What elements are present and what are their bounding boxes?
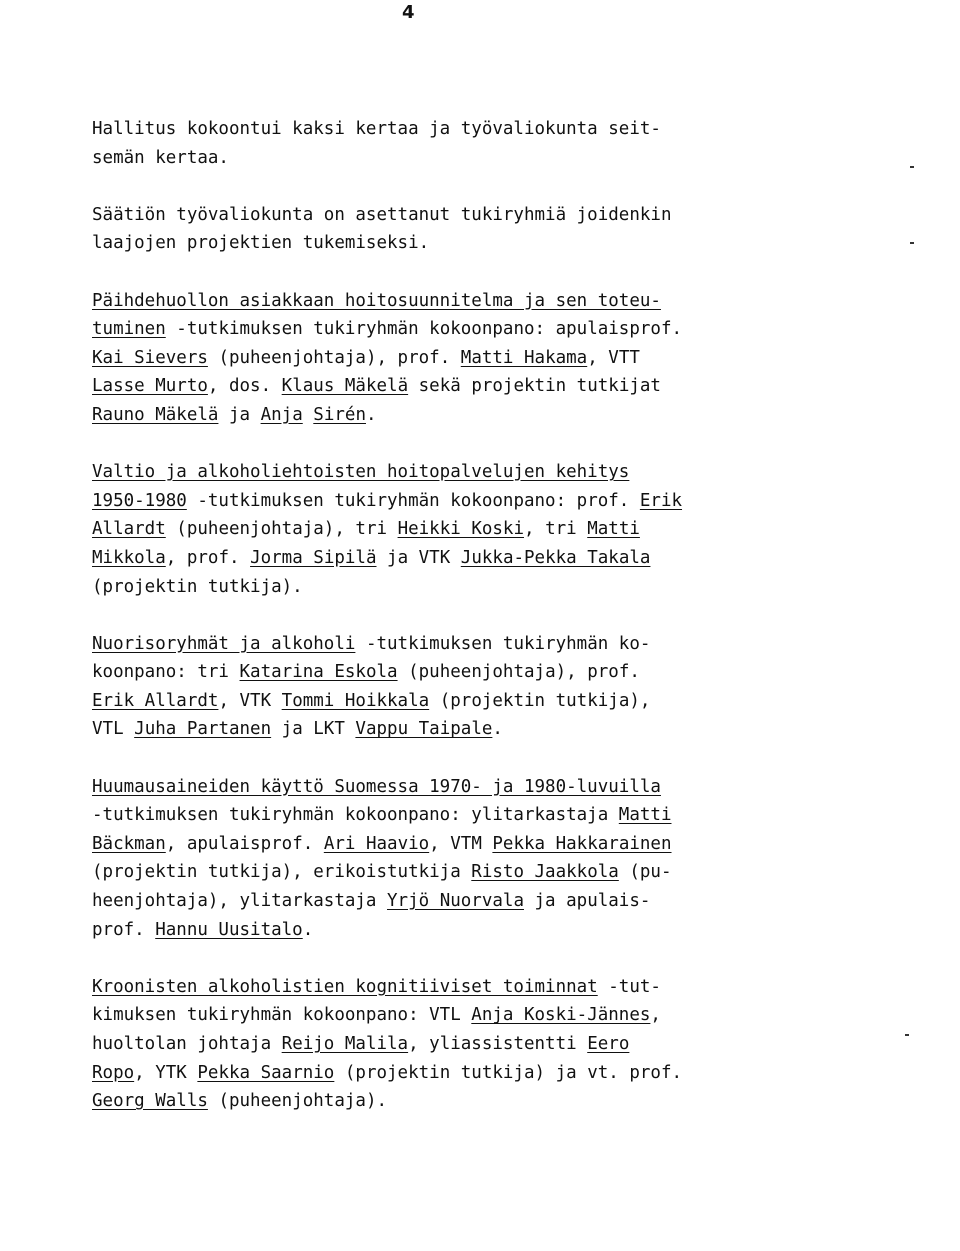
text-segment: . <box>365 404 377 425</box>
text-line <box>92 1001 742 1030</box>
underlined-text: Matti <box>618 805 672 826</box>
underlined-text: Eero <box>587 1034 630 1054</box>
underlined-text: Juha Partanen <box>134 719 272 740</box>
text-line <box>92 544 742 573</box>
text-line <box>92 1030 742 1059</box>
underlined-text: Klaus Mäkelä <box>281 376 409 397</box>
text-segment: (puheenjohtaja), tri <box>165 519 398 540</box>
text-segment: VTL <box>92 719 135 740</box>
text-segment: (projektin tutkija). <box>92 576 303 597</box>
underlined-text: Heikki Koski <box>397 519 524 540</box>
text-segment: koonpano: tri <box>92 662 240 683</box>
text-segment: Säätiön työvaliokunta on asettanut tukiryhmiä joidenkin <box>92 204 672 225</box>
text-segment: . <box>492 719 503 740</box>
text-line <box>92 773 742 802</box>
underlined-text: Sirén <box>313 404 366 425</box>
underlined-text: Reijo Malila <box>281 1034 409 1054</box>
text-line <box>92 573 742 602</box>
text-segment: , YTK <box>134 1062 198 1083</box>
text-line <box>92 830 742 859</box>
text-line <box>92 916 742 945</box>
underlined-text: Anja <box>260 404 303 425</box>
text-segment: , tri <box>524 519 588 540</box>
text-segment: -tutkimuksen tukiryhmän kokoonpano: prof. <box>186 490 640 511</box>
text-line <box>92 858 742 887</box>
paragraph <box>92 115 742 172</box>
underlined-text: Tommi Hoikkala <box>281 690 430 711</box>
underlined-text: Allardt <box>92 519 166 540</box>
text-segment: heenjohtaja), ylitarkastaja <box>92 891 388 912</box>
text-line <box>92 658 742 687</box>
text-segment: , <box>650 1005 661 1026</box>
text-segment: -tutkimuksen tukiryhmän kokoonpano: apulaisprof. <box>165 319 683 340</box>
text-segment: huoltolan johtaja <box>92 1034 282 1054</box>
text-line <box>92 201 742 230</box>
paragraph <box>92 458 742 601</box>
text-line <box>92 287 742 316</box>
paragraph <box>92 201 742 258</box>
underlined-text: Bäckman <box>92 833 166 854</box>
text-line <box>92 687 742 716</box>
underlined-text: Matti <box>587 519 640 540</box>
text-line <box>92 401 742 430</box>
underlined-text: Mikkola <box>92 547 166 568</box>
underlined-text: Nuorisoryhmät ja alkoholi <box>92 633 356 654</box>
margin-mark <box>910 242 914 244</box>
underlined-text: Vappu Taipale <box>355 719 493 740</box>
text-line <box>92 315 742 344</box>
text-segment: (projektin tutkija), <box>429 690 651 711</box>
text-segment: , VTK <box>218 690 282 711</box>
text-line <box>92 973 742 1002</box>
text-line <box>92 1059 742 1088</box>
text-segment: -tutkimuksen tukiryhmän ko- <box>355 633 651 654</box>
underlined-text: Matti Hakama <box>460 347 588 368</box>
underlined-text: Yrjö Nuorvala <box>387 891 524 912</box>
text-line <box>92 144 742 173</box>
underlined-text: Ari Haavio <box>323 833 430 854</box>
text-segment: (projektin tutkija), erikoistutkija <box>92 862 472 883</box>
text-line <box>92 801 742 830</box>
text-line <box>92 487 742 516</box>
text-segment: ja <box>218 404 261 425</box>
margin-mark <box>905 1034 909 1036</box>
text-segment: Hallitus kokoontui kaksi kertaa ja työvaliokunta seit- <box>92 119 661 139</box>
paragraph <box>92 630 742 744</box>
text-line <box>92 229 742 258</box>
paragraph <box>92 973 742 1116</box>
text-segment: (puheenjohtaja), prof. <box>397 662 640 683</box>
text-segment: (projektin tutkija) ja vt. prof. <box>334 1062 683 1083</box>
text-segment: , VTM <box>429 833 493 854</box>
underlined-text: Lasse Murto <box>92 376 208 397</box>
text-segment: , VTT <box>587 347 640 368</box>
text-segment: ja VTK <box>376 547 461 568</box>
underlined-text: Kai Sievers <box>92 347 208 368</box>
underlined-text: Jorma Sipilä <box>250 547 377 568</box>
underlined-text: tuminen <box>92 319 166 340</box>
paragraph <box>92 773 742 945</box>
text-segment: laajojen projektien tukemiseksi. <box>92 233 430 254</box>
document-body <box>92 115 742 1144</box>
text-segment: semän kertaa. <box>92 147 229 168</box>
text-segment: , dos. <box>207 376 282 397</box>
page-number: 4 <box>402 2 415 23</box>
text-segment <box>303 405 314 425</box>
text-line <box>92 372 742 401</box>
underlined-text: Ropo <box>92 1062 135 1083</box>
paragraph <box>92 287 742 430</box>
text-segment: prof. <box>92 919 156 940</box>
underlined-text: Pekka Saarnio <box>197 1062 335 1083</box>
text-line <box>92 1087 742 1116</box>
text-line <box>92 887 742 916</box>
text-line <box>92 344 742 373</box>
underlined-text: Hannu Uusitalo <box>155 919 303 940</box>
underlined-text: Anja Koski-Jännes <box>471 1005 651 1026</box>
underlined-text: Huumausaineiden käyttö Suomessa 1970- ja 1980-luvuilla <box>92 776 661 797</box>
text-segment: ja apulais- <box>523 891 651 912</box>
text-segment: -tutkimuksen tukiryhmän kokoonpano: ylitarkastaja <box>92 805 619 826</box>
text-segment: , prof. <box>165 547 251 568</box>
text-segment: (puheenjohtaja). <box>207 1091 388 1112</box>
underlined-text: Jukka-Pekka Takala <box>460 547 651 568</box>
underlined-text: Erik Allardt <box>92 690 219 711</box>
underlined-text: 1950-1980 <box>92 490 187 511</box>
text-segment: (puheenjohtaja), prof. <box>207 347 461 368</box>
margin-mark <box>910 166 914 168</box>
underlined-text: Kroonisten alkoholistien kognitiiviset toiminnat <box>92 976 598 997</box>
text-segment: -tut- <box>597 976 661 997</box>
text-segment: , apulaisprof. <box>165 833 324 854</box>
text-segment: , yliassistentti <box>408 1034 588 1054</box>
text-line <box>92 115 742 144</box>
text-line <box>92 715 742 744</box>
underlined-text: Erik <box>639 490 683 511</box>
underlined-text: Risto Jaakkola <box>471 862 619 883</box>
text-line <box>92 515 742 544</box>
underlined-text: Valtio ja alkoholiehtoisten hoitopalvelujen kehitys <box>92 462 630 483</box>
underlined-text: Päihdehuollon asiakkaan hoitosuunnitelma ja sen toteu- <box>92 290 661 311</box>
underlined-text: Pekka Hakkarainen <box>492 833 672 854</box>
text-line <box>92 458 742 487</box>
text-segment: kimuksen tukiryhmän kokoonpano: VTL <box>92 1005 472 1026</box>
underlined-text: Georg Walls <box>92 1091 208 1112</box>
underlined-text: Rauno Mäkelä <box>92 404 219 425</box>
underlined-text: Katarina Eskola <box>239 662 398 683</box>
text-segment: ja LKT <box>271 719 356 740</box>
text-line <box>92 630 742 659</box>
text-segment: sekä projektin tutkijat <box>408 376 661 397</box>
text-segment: . <box>302 919 314 940</box>
text-segment: (pu- <box>618 862 672 883</box>
